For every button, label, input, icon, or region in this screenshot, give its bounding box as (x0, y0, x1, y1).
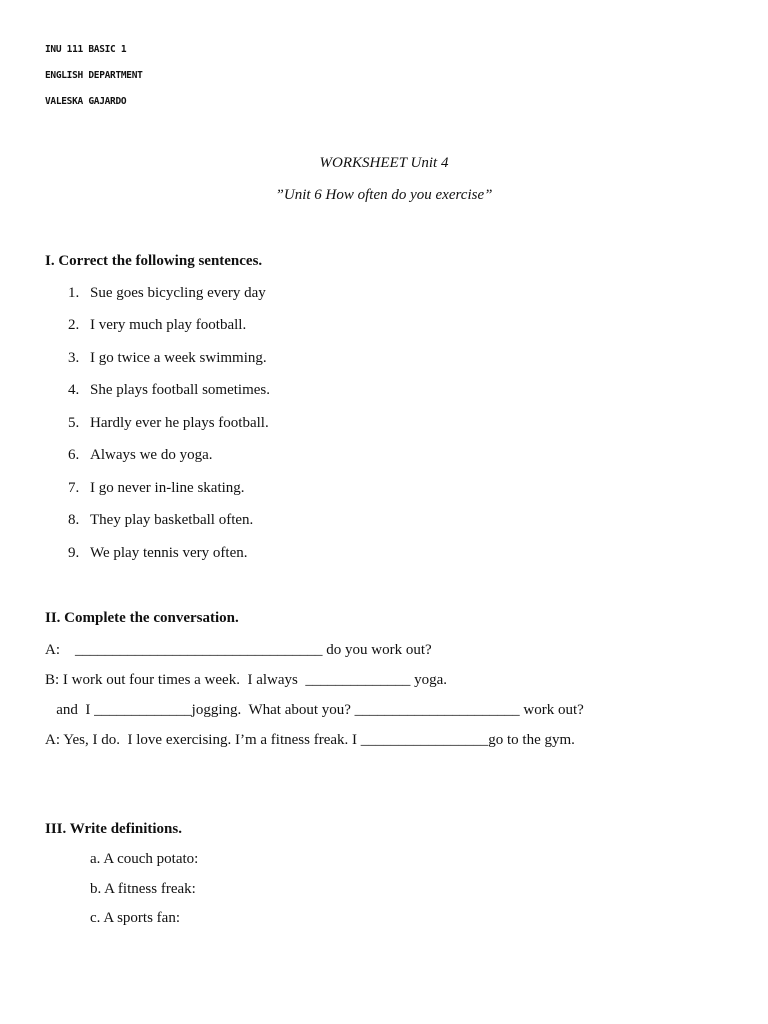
list-item (68, 350, 267, 367)
list-item-text: I go twice a week swimming. (90, 350, 267, 366)
list-item-number: 1. (68, 285, 80, 301)
list-item-text: We play tennis very often. (90, 545, 248, 561)
conversation-line: B: I work out four times a week. I always ______________ yoga. (45, 672, 448, 688)
conversation-line: A: Yes, I do. I love exercising. I’m a fitness freak. I _________________go to the gym. (45, 732, 575, 748)
list-item-number: 3. (68, 350, 80, 366)
list-item (68, 317, 246, 334)
list-item (68, 382, 270, 399)
list-item (68, 447, 212, 464)
list-item-text: She plays football sometimes. (90, 382, 270, 398)
header-department: ENGLISH DEPARTMENT (45, 70, 143, 81)
list-item (68, 285, 266, 302)
list-item (68, 480, 245, 497)
list-item-text: Always we do yoga. (90, 447, 213, 463)
list-item-number: 2. (68, 317, 80, 333)
section2-title: II. Complete the conversation. (45, 610, 239, 626)
header-author: VALESKA GAJARDO (45, 96, 127, 107)
list-item-number: 7. (68, 480, 80, 496)
list-item (68, 545, 248, 562)
list-item-text: I very much play football. (90, 317, 247, 333)
definition-item: b. A fitness freak: (90, 881, 196, 897)
list-item (68, 415, 269, 432)
list-item-number: 5. (68, 415, 80, 431)
worksheet-title: WORKSHEET Unit 4 (319, 155, 449, 171)
section3-title: III. Write definitions. (45, 821, 182, 837)
list-item-text: Hardly ever he plays football. (90, 415, 269, 431)
conversation-line: and I _____________jogging. What about you? ______________________ work out? (45, 702, 584, 718)
list-item-number: 9. (68, 545, 80, 561)
list-item-number: 4. (68, 382, 80, 398)
list-item-text: Sue goes bicycling every day (90, 285, 266, 301)
section1-title: I. Correct the following sentences. (45, 253, 263, 269)
list-item-text: I go never in-line skating. (90, 480, 245, 496)
definition-item: c. A sports fan: (90, 910, 180, 926)
list-item (68, 512, 253, 529)
list-item-number: 6. (68, 447, 80, 463)
header-course: INU 111 BASIC 1 (45, 44, 127, 55)
conversation-line: A: _________________________________ do you work out? (45, 642, 432, 658)
worksheet-subtitle: ”Unit 6 How often do you exercise” (275, 187, 493, 203)
definition-item: a. A couch potato: (90, 851, 199, 867)
list-item-number: 8. (68, 512, 80, 528)
list-item-text: They play basketball often. (90, 512, 254, 528)
